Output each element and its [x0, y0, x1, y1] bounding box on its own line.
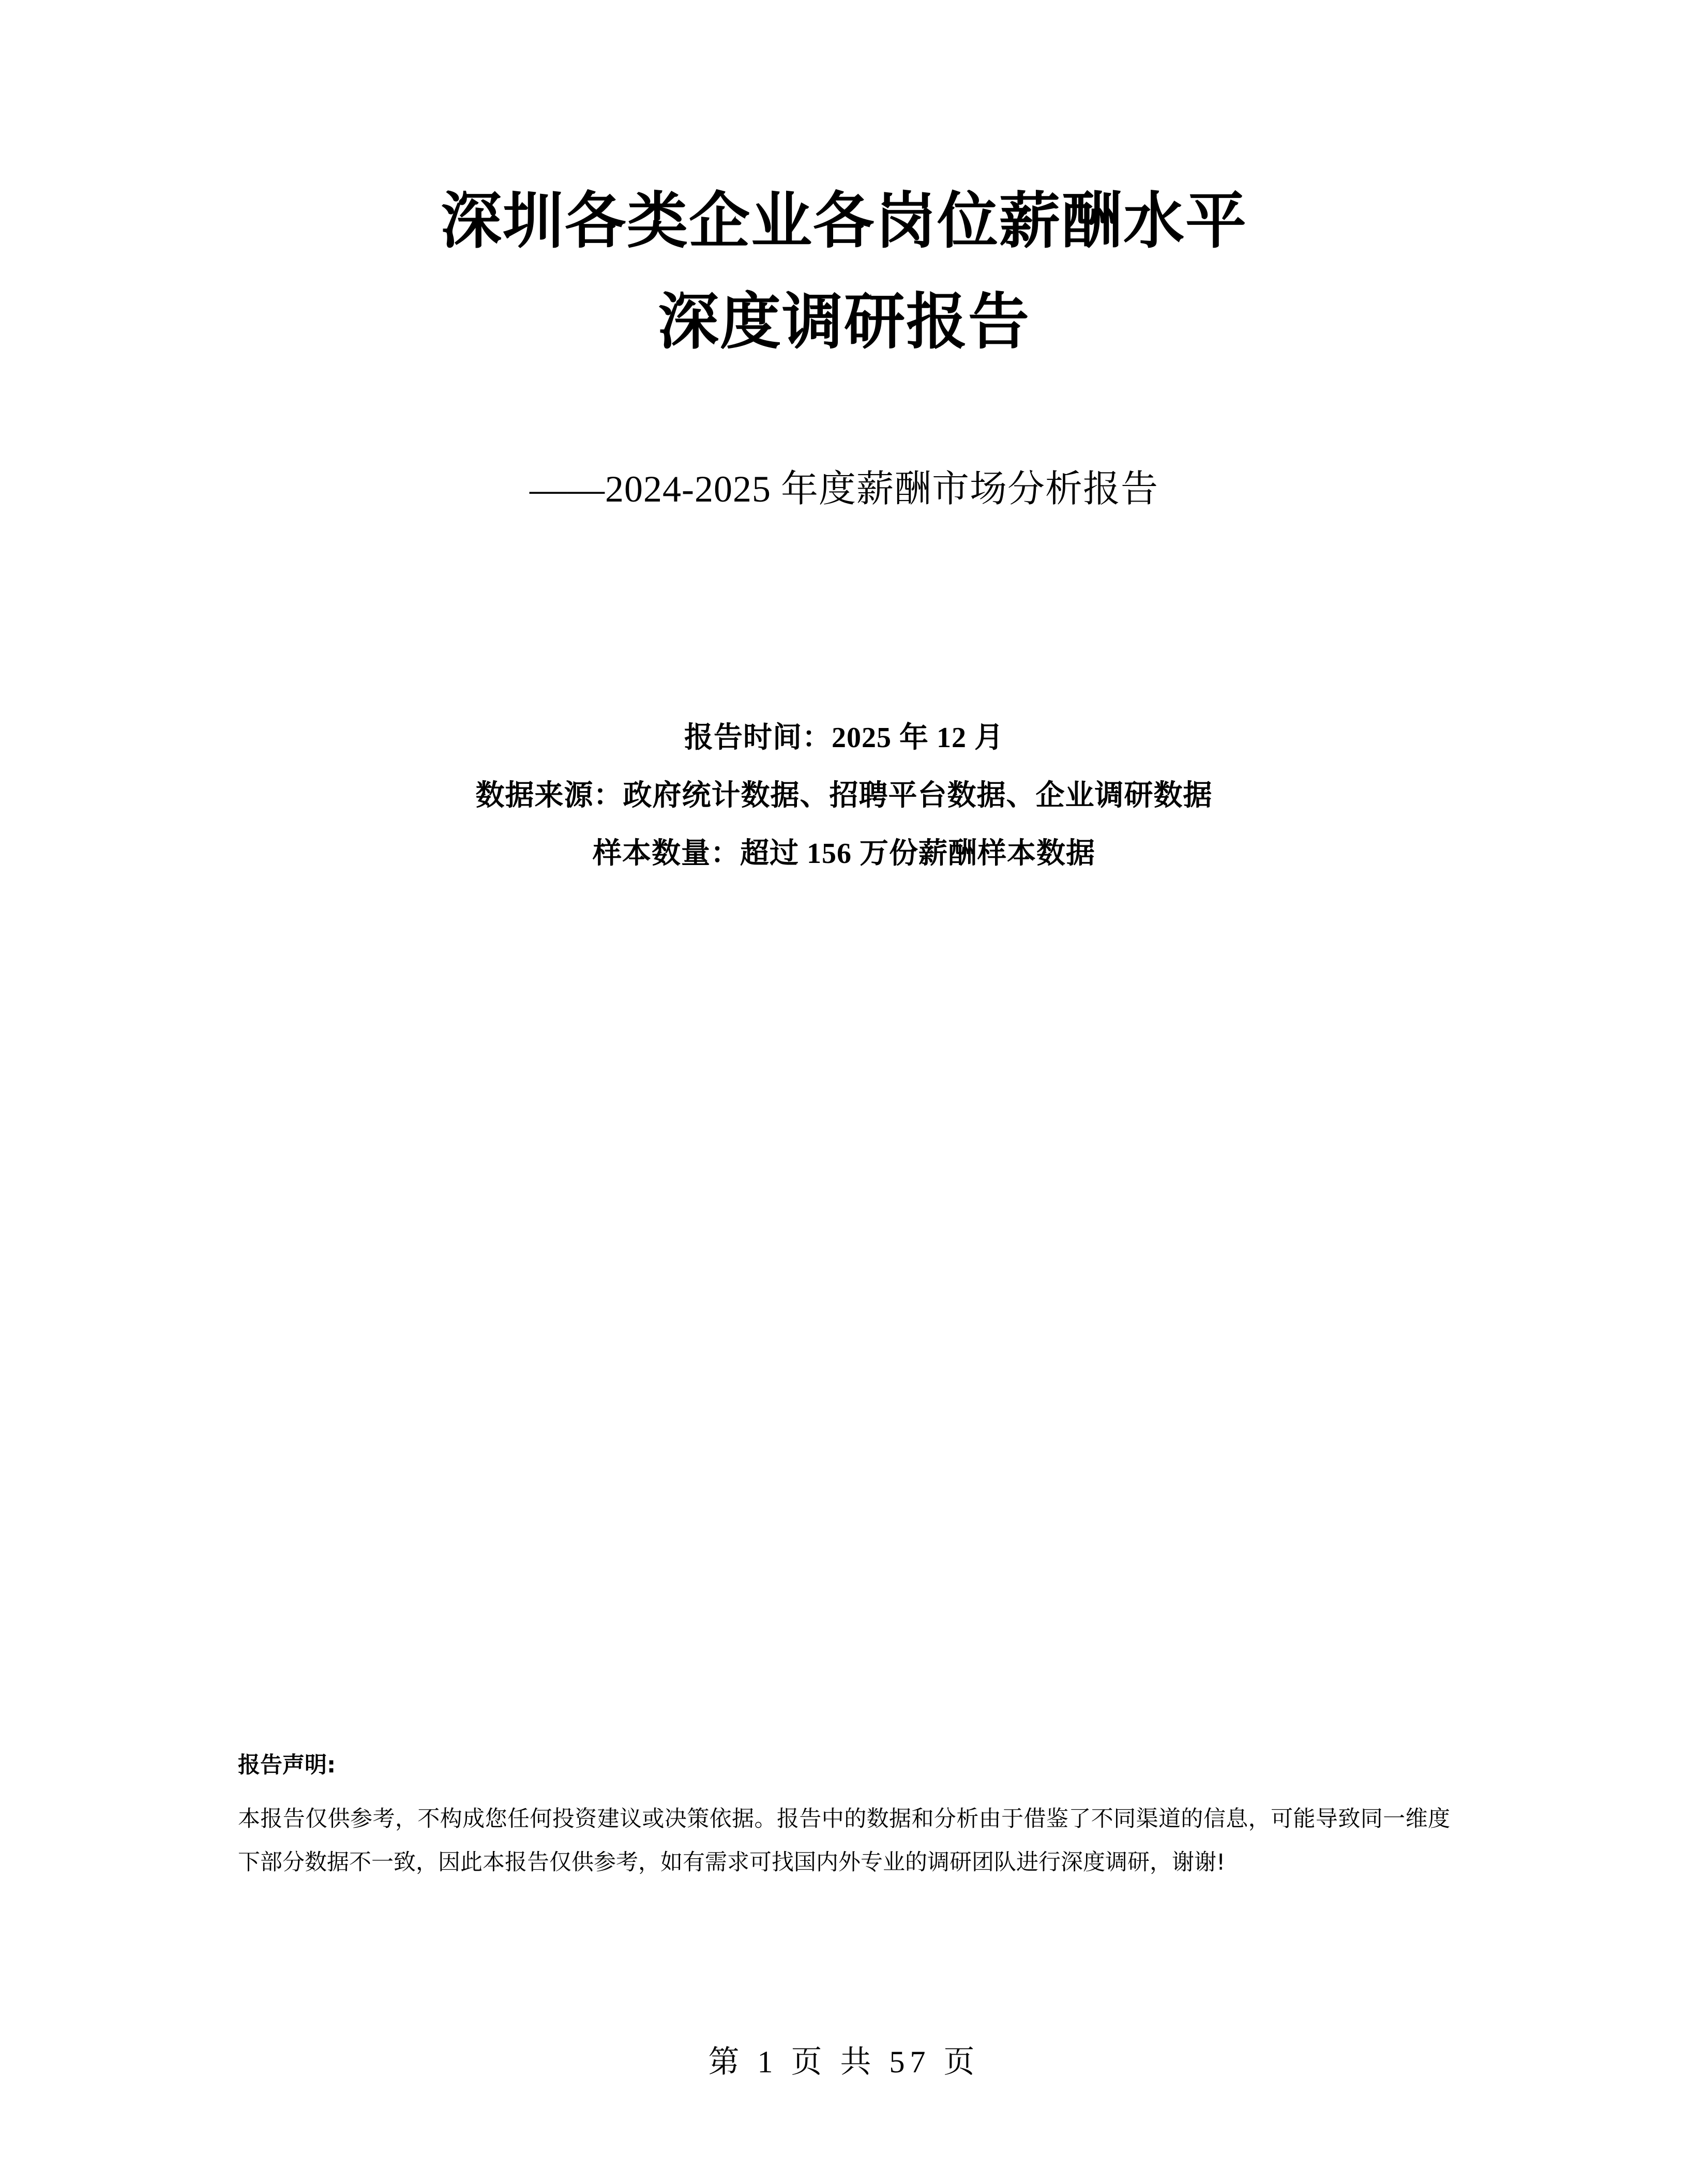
page-title-line-1: 深圳各类企业各岗位薪酬水平	[440, 185, 1247, 256]
document-subtitle: ——2024-2025 年度薪酬市场分析报告	[530, 468, 1158, 510]
report-statement	[238, 1748, 1450, 1885]
statement-title: 报告声明:	[238, 1752, 336, 1778]
meta-data-source: 数据来源：政府统计数据、招聘平台数据、企业调研数据	[475, 780, 1213, 812]
meta-report-date: 报告时间：2025 年 12 月	[684, 722, 1004, 754]
meta-sample-size: 样本数量：超过 156 万份薪酬样本数据	[593, 838, 1095, 870]
page-title-line-2: 深度调研报告	[657, 285, 1030, 357]
title-block	[238, 0, 1450, 372]
page-footer: 第 1 页 共 57 页	[708, 2045, 980, 2079]
document-meta-block	[238, 709, 1450, 883]
statement-body: 本报告仅供参考，不构成您任何投资建议或决策依据。报告中的数据和分析由于借鉴了不同渠道的信息，可能导致同一维度下部分数据不一致，因此本报告仅供参考，如有需求可找国内外专业的调研团队进行深度调研，谢谢!	[238, 1806, 1450, 1875]
